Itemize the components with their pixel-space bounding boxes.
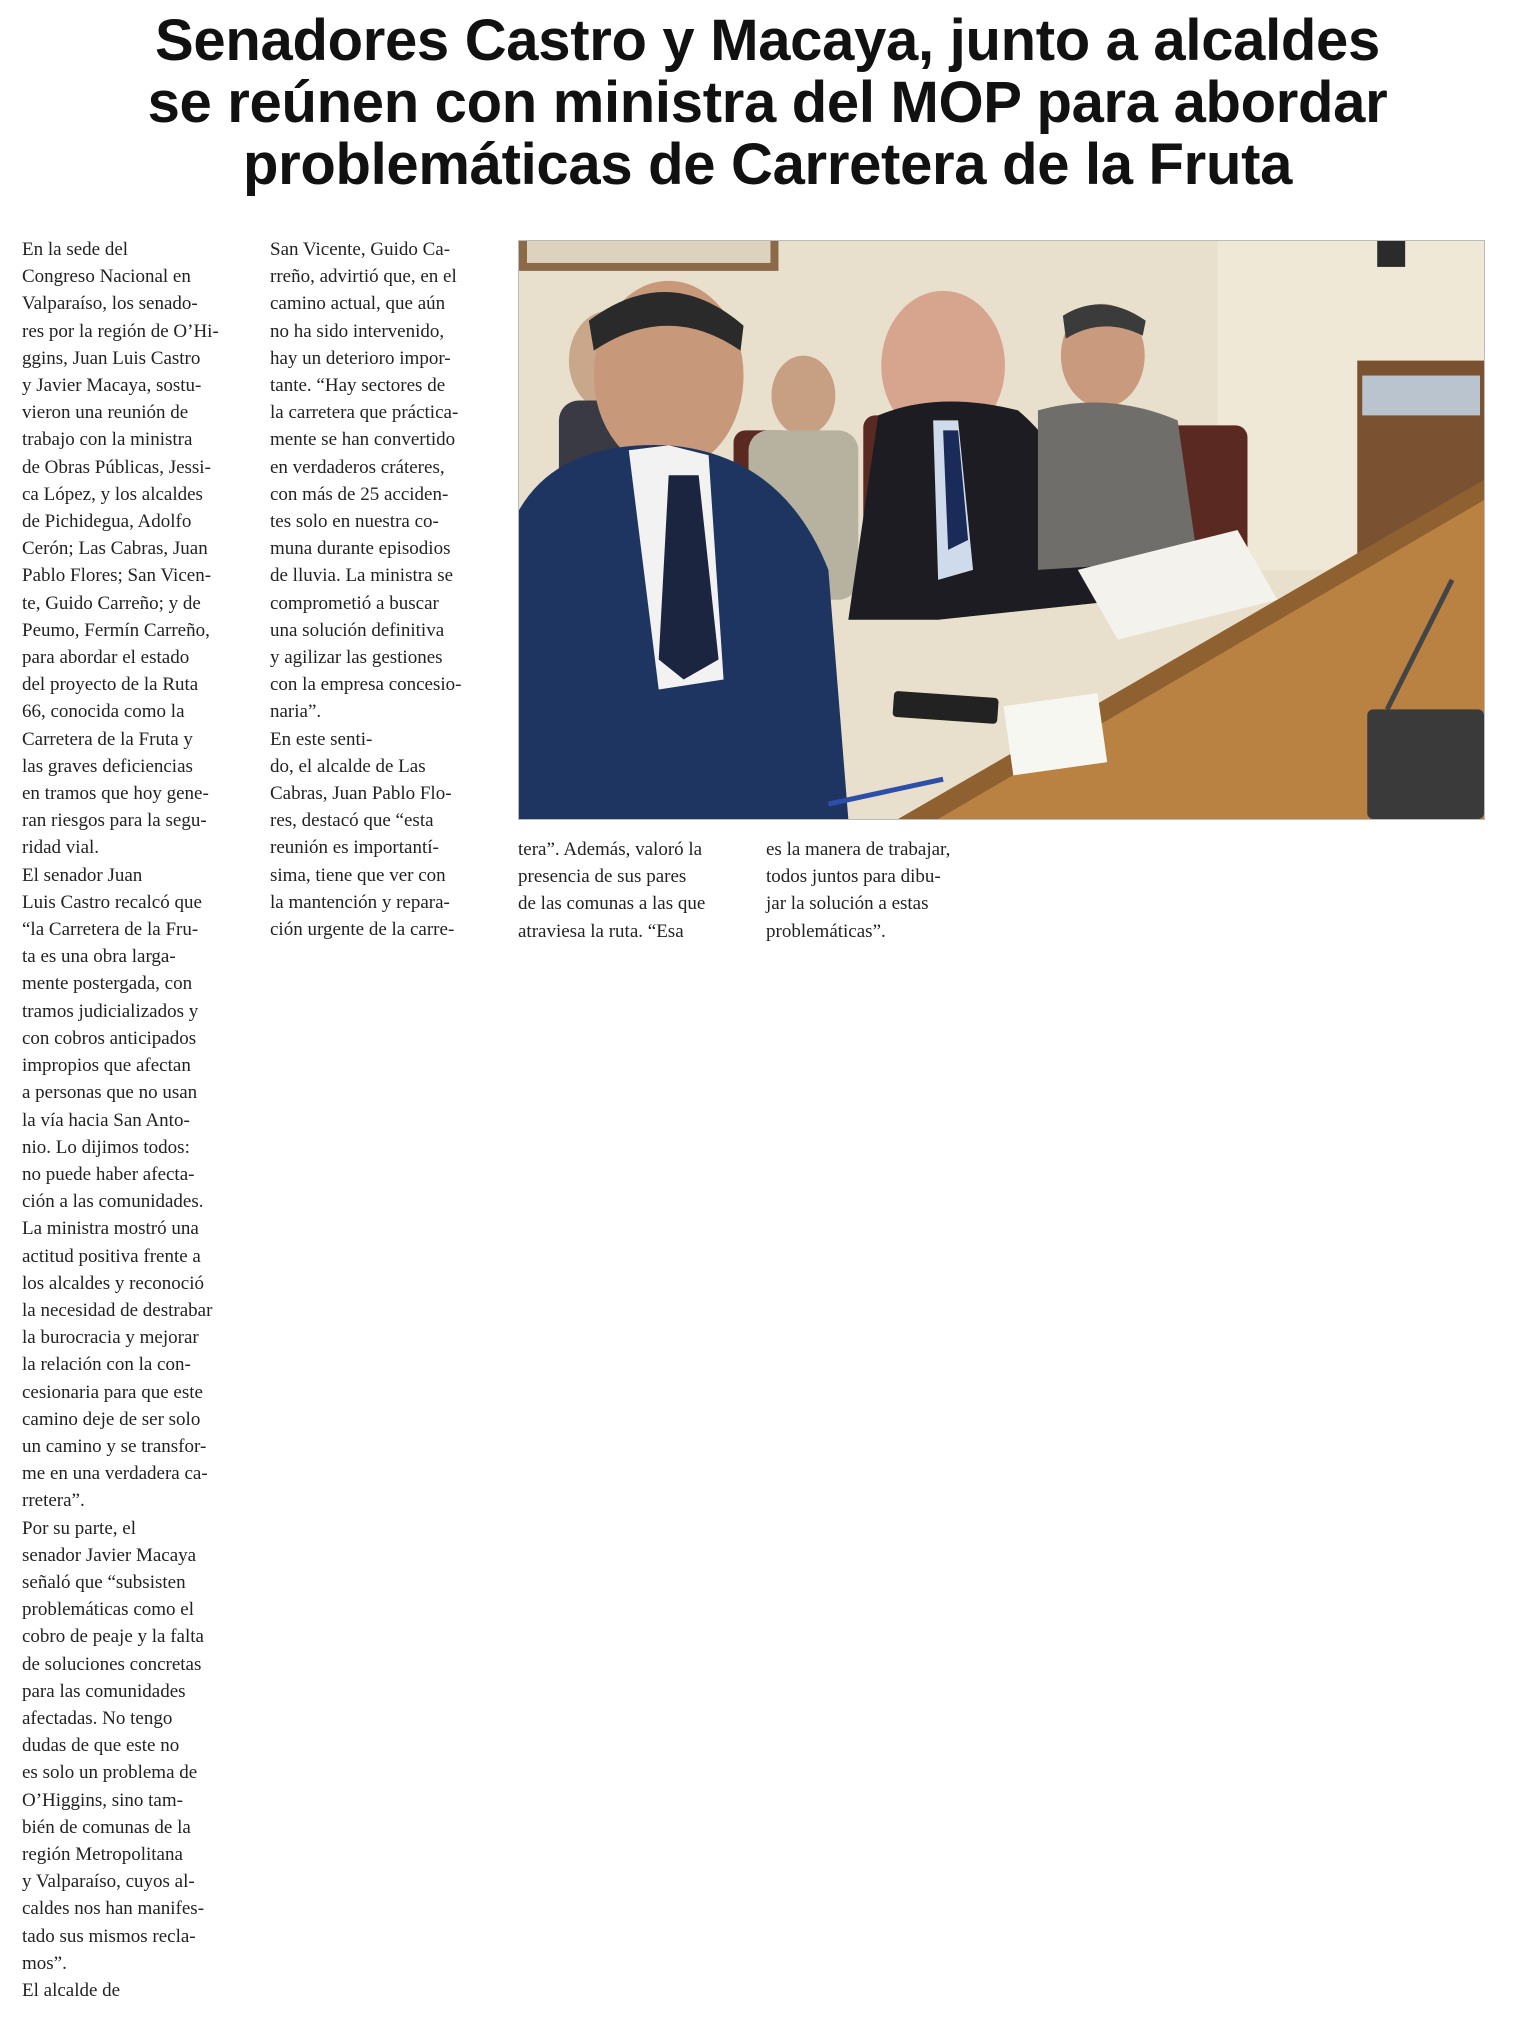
headline-line-2: se reúnen con ministra del MOP para abordar [147,70,1388,135]
photo-wall-device [1377,241,1405,267]
meeting-photo [518,240,1485,820]
photo-microphone-base [1367,709,1484,819]
article-column-4: es la manera de trabajar, todos juntos para dibu- jar la solución a estas problemáticas”. [766,839,951,942]
article-column-3: tera”. Además, valoró la presencia de sus pares de las comunas a las que atraviesa la ruta. “Esa [518,839,706,942]
headline-line-3: problemáticas de Carretera de la Fruta [242,132,1293,197]
headline-line-1: Senadores Castro y Macaya, junto a alcaldes [155,8,1380,73]
photo-mayor-suit [1038,402,1198,569]
photo-paper [1004,693,1108,775]
photo-picture [527,241,770,263]
article-column-2: San Vicente, Guido Ca- rreño, advirtió que, en el camino actual, que aún no ha sido intervenido, hay un deterioro impor- tante. “Hay sectores de la carretera que práctica- mente se han convertido en verdaderos cráteres, con más de 25 acciden- tes solo en nuestra co- muna durante episodios de lluvia. La ministra se comprometió a buscar una solución definitiva y agilizar las gestiones con la empresa concesio- naria”. En este senti- do, el alcalde de Las Cabras, Juan Pablo Flo- res, destacó que “esta reunión es importantí- sima, tiene que ver con la mantención y repara- ción urgente de la carre- [270,239,462,941]
photo-shelf-folders [1362,376,1480,416]
headline [40,10,1495,196]
photo-person-back-head [771,356,835,436]
article-column-1: En la sede del Congreso Nacional en Valparaíso, los senado- res por la región de O’Hi- ggins, Juan Luis Castro y Javier Macaya, sostu- vieron una reunión de trabajo con la ministra de Obras Públicas, Jessi- ca López, y los alcaldes de Pichidegua, Adolfo Cerón; Las Cabras, Juan Pablo Flores; San Vicen- te, Guido Carreño; y de Peumo, Fermín Carreño, para abordar el estado del proyecto de la Ruta 66, conocida como la Carretera de la Fruta y las graves deficiencias en tramos que hoy gene- ran riesgos para la segu- ridad vial. El senador Juan Luis Castro recalcó que “la Carretera de la Fru- ta es una obra larga- mente postergada, con tramos judicializados y con cobros anticipados impropios que afectan a personas que no usan la vía hacia San Anto- nio. Lo dijimos todos: no puede haber afecta- ción a las comunidades. La ministra mostró una actitud positiva frente a los alcaldes y reconoció la necesidad de destrabar la burocracia y mejorar la relación con la con- cesionaria para que este camino deje de ser solo un camino y se transfor- me en una verdadera ca- rretera”. Por su parte, el senador Javier Macaya señaló que “subsisten problemáticas como el cobro de peaje y la falta de soluciones concretas para las comunidades afectadas. No tengo dudas de que este no es solo un problema de O’Higgins, sino tam- bién de comunas de la región Metropolitana y Valparaíso, cuyos al- caldes nos han manifes- tado sus mismos recla- mos”. El alcalde de [22,239,219,2001]
meeting-photo-illustration [519,241,1484,819]
